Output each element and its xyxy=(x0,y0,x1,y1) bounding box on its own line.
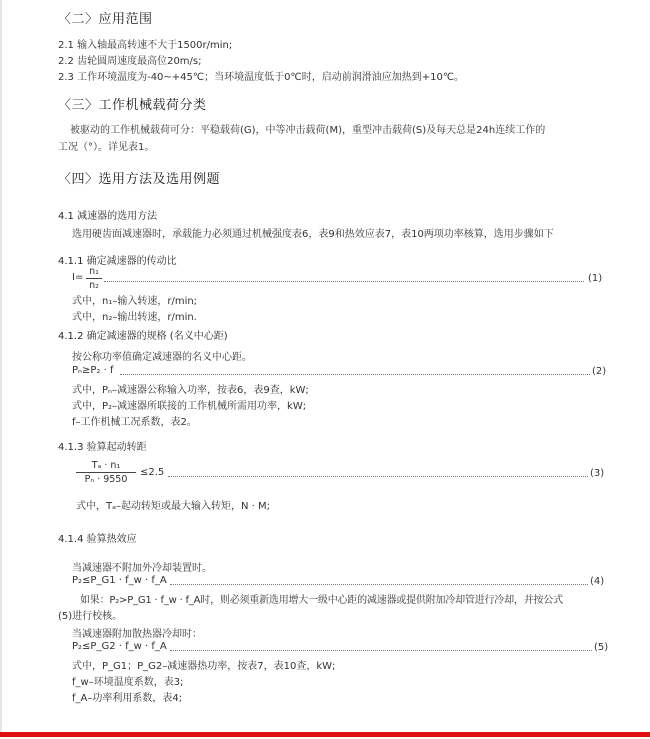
s414-where-2: f_w–环境温度系数，表3; xyxy=(72,677,184,688)
leader-dots xyxy=(170,650,592,651)
s41-title: 4.1 减速器的选用方法 xyxy=(58,211,158,222)
eq-number-1: (1) xyxy=(588,273,603,284)
bottom-red-rule xyxy=(0,732,650,737)
s413-rhs: ≤2.5 xyxy=(140,467,165,478)
s414-where-1: 式中，P_G1；P_G2–减速器热功率，按表7，表10查，kW; xyxy=(72,661,336,672)
s414-note-1: 如果：P₂>P_G1 · f_w · f_A时，则必须重新选用增大一级中心距的减速器或提供附加冷却管进行冷却，并按公式 xyxy=(80,595,563,606)
s414-title: 4.1.4 验算热效应 xyxy=(58,534,137,545)
eq-number-5: (5) xyxy=(594,642,609,653)
s2-line-2: 2.2 齿轮圆周速度最高位20m/s; xyxy=(58,56,202,67)
section-2-title: 〈二〉应用范围 xyxy=(58,12,153,27)
fraction-bar xyxy=(86,278,102,279)
s413-title: 4.1.3 验算起动转距 xyxy=(58,442,147,453)
s414-case-1: 当减速器不附加外冷却装置时。 xyxy=(72,563,212,574)
leader-dots xyxy=(168,476,588,477)
eq-number-3: (3) xyxy=(590,468,605,479)
leader-dots xyxy=(170,584,588,585)
s411-fraction xyxy=(86,266,102,291)
s413-denominator: Pₙ · 9550 xyxy=(84,474,128,485)
s411-where-1: 式中，n₁–输入转速，r/min; xyxy=(72,296,198,307)
s411-numerator: n₁ xyxy=(89,266,99,277)
section-4-title: 〈四〉选用方法及选用例题 xyxy=(58,172,221,187)
s412-where-1: 式中，Pₙ–减速器公称输入功率，按表6，表9查，kW; xyxy=(72,385,309,396)
s412-intro: 按公称功率值确定减速器的名义中心距。 xyxy=(72,352,252,363)
s3-line-1: 被驱动的工作机械载荷可分：平稳载荷(G)，中等冲击载荷(M)，重型冲击载荷(S)及每天总是24h连续工作的 xyxy=(70,125,546,136)
s414-where-3: f_A–功率利用系数，表4; xyxy=(72,693,183,704)
s414-formula-5: P₂≤P_G2 · f_w · f_A xyxy=(72,641,167,652)
s413-fraction xyxy=(76,460,136,485)
s412-where-2: 式中，P₂–减速器所联接的工作机械所需用功率，kW; xyxy=(72,401,307,412)
s414-formula-4: P₂≤P_G1 · f_w · f_A xyxy=(72,575,167,586)
fraction-bar xyxy=(76,472,136,473)
s41-text: 选用硬齿面减速器时，承载能力必须通过机械强度表6，表9和热效应表7，表10两项功率核算，选用步骤如下 xyxy=(72,229,554,240)
s2-line-1: 2.1 输入轴最高转速不大于1500r/min; xyxy=(58,40,233,51)
s413-where-1: 式中，Tₐ–起动转矩或最大输入转矩，N · M; xyxy=(76,501,271,512)
section-3-title: 〈三〉工作机械载荷分类 xyxy=(58,98,207,113)
eq-number-2: (2) xyxy=(592,366,607,377)
s413-numerator: Tₐ · n₁ xyxy=(91,460,121,471)
s411-where-2: 式中，n₂–输出转速，r/min. xyxy=(72,312,197,323)
left-border xyxy=(0,0,2,732)
leader-dots xyxy=(104,281,584,282)
s2-line-3: 2.3 工作环境温度为-40~+45℃；当环境温度低于0℃时，启动前润滑油应加热到+10℃。 xyxy=(58,72,465,83)
s412-where-3: f–工作机械工况系数，表2。 xyxy=(72,417,197,428)
s411-title: 4.1.1 确定减速器的传动比 xyxy=(58,256,177,267)
s412-title: 4.1.2 确定减速器的规格 (名义中心距) xyxy=(58,331,228,342)
s414-note-2: (5)进行校核。 xyxy=(58,611,123,622)
eq-number-4: (4) xyxy=(590,576,605,587)
s412-formula: Pₙ≥P₂ · f xyxy=(72,365,114,376)
s414-case-2: 当减速器附加散热器冷却时： xyxy=(72,629,202,640)
leader-dots xyxy=(120,374,590,375)
s411-denominator: n₂ xyxy=(89,280,99,291)
s3-line-2: 工况（°）。详见表1。 xyxy=(58,142,155,153)
s411-lhs: I= xyxy=(72,272,84,283)
